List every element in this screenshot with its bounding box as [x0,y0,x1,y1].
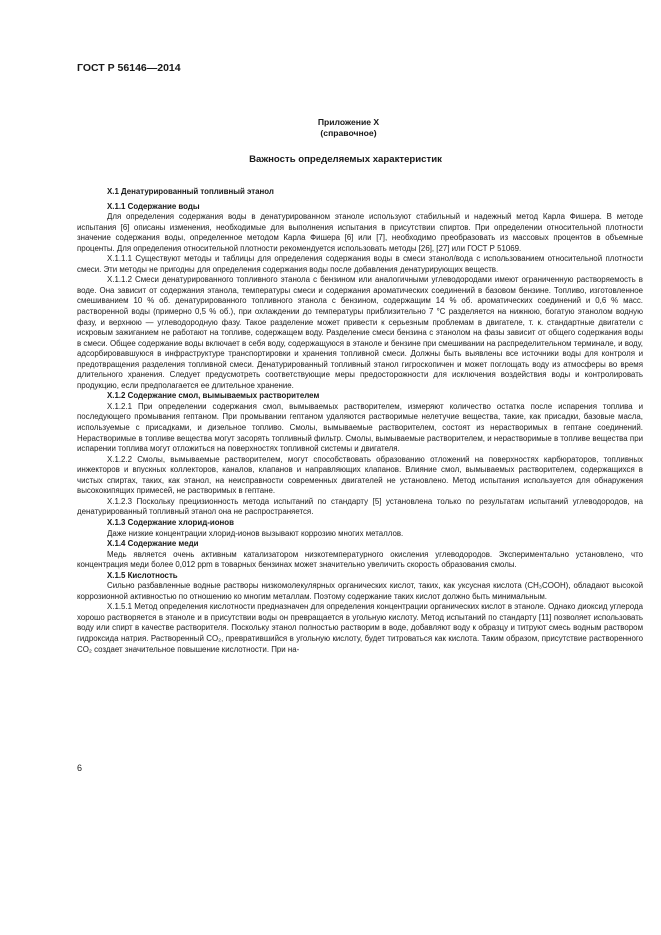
document-body [77,180,643,655]
page-title: Важность определяемых характеристик [249,154,442,165]
subsection-heading: X.1.5 Кислотность [107,570,178,580]
paragraph: Даже низкие концентрации хлорид-ионов вызывают коррозию многих металлов. [107,528,404,538]
paragraph: Сильно разбавленные водные растворы низкомолекулярных органических кислот, таких, как уксусная кислота (CH₃COOH), обладают высокой коррозионной активностью по отношению ко многим металлам. Поэтому содержание таких кислот должно быть минимальным. [77,581,643,601]
paragraph: X.1.2.1 При определении содержания смол, вымываемых растворителем, измеряют количество остатка после испарения топлива и последующего промывания гептаном. При промывании гептаном удаляются растворимые нелетучие вещества, такие, как присадки, базовые масла, используемые с присадками, и дизельное топливо. Смолы, вымываемые растворителем, состоят из нерастворимых в гептане соединений. Нерастворимые в топливе вещества могут засорять топливный фильтр. Смолы, вымываемые растворителем, и нерастворимые в топливе вещества при испарении топлива могут отложиться на поверхностях топливной системы и двигателя. [77,401,643,454]
annex-label: Приложение X [317,117,380,127]
subsection-heading: X.1.2 Содержание смол, вымываемых растворителем [107,391,320,401]
paragraph: X.1.1.2 Смеси денатурированного топливного этанола с бензином или аналогичными углеводородами имеют ограниченную растворяемость в воде. Она зависит от содержания этанола, температуры смеси и содержания ароматических соединений в базовом бензине. Топливо, изготовленное смешиванием 10 % об. денатурированного топливного этанола с бензином, содержащим 14 % об. ароматических соединений и 0,6 % масс. растворенной воды (примерно 0,5 % об.), при охлаждении до температуры приблизительно 7 °С разделяется на нижнюю, богатую этанолом водную фазу, и верхнюю — углеводородную фазу. Такое разделение может привести к серьезным проблемам в двигателе, т. к. стандартные двигатели с искровым зажиганием не работают на топливе, содержащем воду. Разделение смеси бензина с этанолом на фазы зависит от общего содержания воды в смеси. Общее содержание воды включает в себя воду, содержащуюся в этаноле и бензине при смешивании на распределительном терминале, и воду, адсорбировавшуюся в инфраструктуре транспортировки и хранения топливной смеси. Должны быть выявлены все источники воды для контроля и предотвращения разделения топливной смеси. Денатурированный топливный этанол гигроскопичен и может поглощать воду из атмосферы во время длительного хранения. Следует предусмотреть соответствующие меры предосторожности для исключения воздействия воды и контролировать продукцию, если предполагается ее длительное хранение. [77,275,643,390]
subsection-heading: X.1.1 Содержание воды [107,201,200,211]
paragraph: Медь является очень активным катализатором низкотемпературного окисления углеводородов. Экспериментально установлено, что концентрация меди более 0,012 ppm в товарных бензинах может значительно увеличить скорость образования смолы. [77,549,643,570]
standard-header: ГОСТ Р 56146—2014 [77,62,181,74]
paragraph: X.1.5.1 Метод определения кислотности предназначен для определения концентрации органических кислот в этаноле. Однако диоксид углерода хорошо растворяется в этаноле и в присутствии воды он превращается в угольную кислоту. Метод испытаний по стандарту [11] позволяет использовать воду или спирт в качестве растворителя. Поскольку этанол полностью растворим в воде, добавляют воду к образцу и титруют смесь водным раствором гидроксида натрия. Растворенный CO₂, превратившийся в угольную кислоту, будет титроваться как кислота. Таким образом, присутствие растворенного CO₂ создает значительное повышение кислотности. При на- [77,602,643,654]
subsection-heading: X.1.3 Содержание хлорид-ионов [107,517,234,527]
page-number: 6 [77,763,83,773]
paragraph: X.1.2.2 Смолы, вымываемые растворителем, могут способствовать образованию отложений на поверхностях карбюраторов, топливных инжекторов и впускных коллекторов, каналов, клапанов и направляющих клапанов. Влияние смол, вымываемых растворителем, содержащихся в чистых спиртах, таких, как этанол, на неисправности современных двигателей не установлено. Метод испытания используется для обнаружения высококипящих примесей, не растворимых в гептане. [77,454,643,496]
annex-note: (справочное) [320,128,377,138]
section-heading: X.1 Денатурированный топливный этанол [107,187,274,196]
annex-heading [0,117,661,139]
paragraph: X.1.1.1 Существуют методы и таблицы для определения содержания воды в смеси этанол/вода с использованием относительной плотности смеси. Эти методы не пригодны для определения содержания воды после добавления денатурирующих веществ. [77,254,643,274]
paragraph: Для определения содержания воды в денатурированном этаноле используют стабильный и надежный метод Карла Фишера. В методе испытания [6] описаны изменения, необходимые для выполнения испытания в присутствии спиртов. При определении относительной плотности значение содержания воды, определенное методом Карла Фишера [6] или [7], необходимо преобразовать из массовых процентов в объемные проценты. Для определения относительной плотности рекомендуется использовать методы [26], [27] или ГОСТ Р 51069. [77,212,643,253]
paragraph: X.1.2.3 Поскольку прецизионность метода испытаний по стандарту [5] установлена только по результатам испытаний углеводородов, на денатурированный топливный этанол она не распространяется. [77,496,643,517]
subsection-heading: X.1.4 Содержание меди [107,539,199,549]
